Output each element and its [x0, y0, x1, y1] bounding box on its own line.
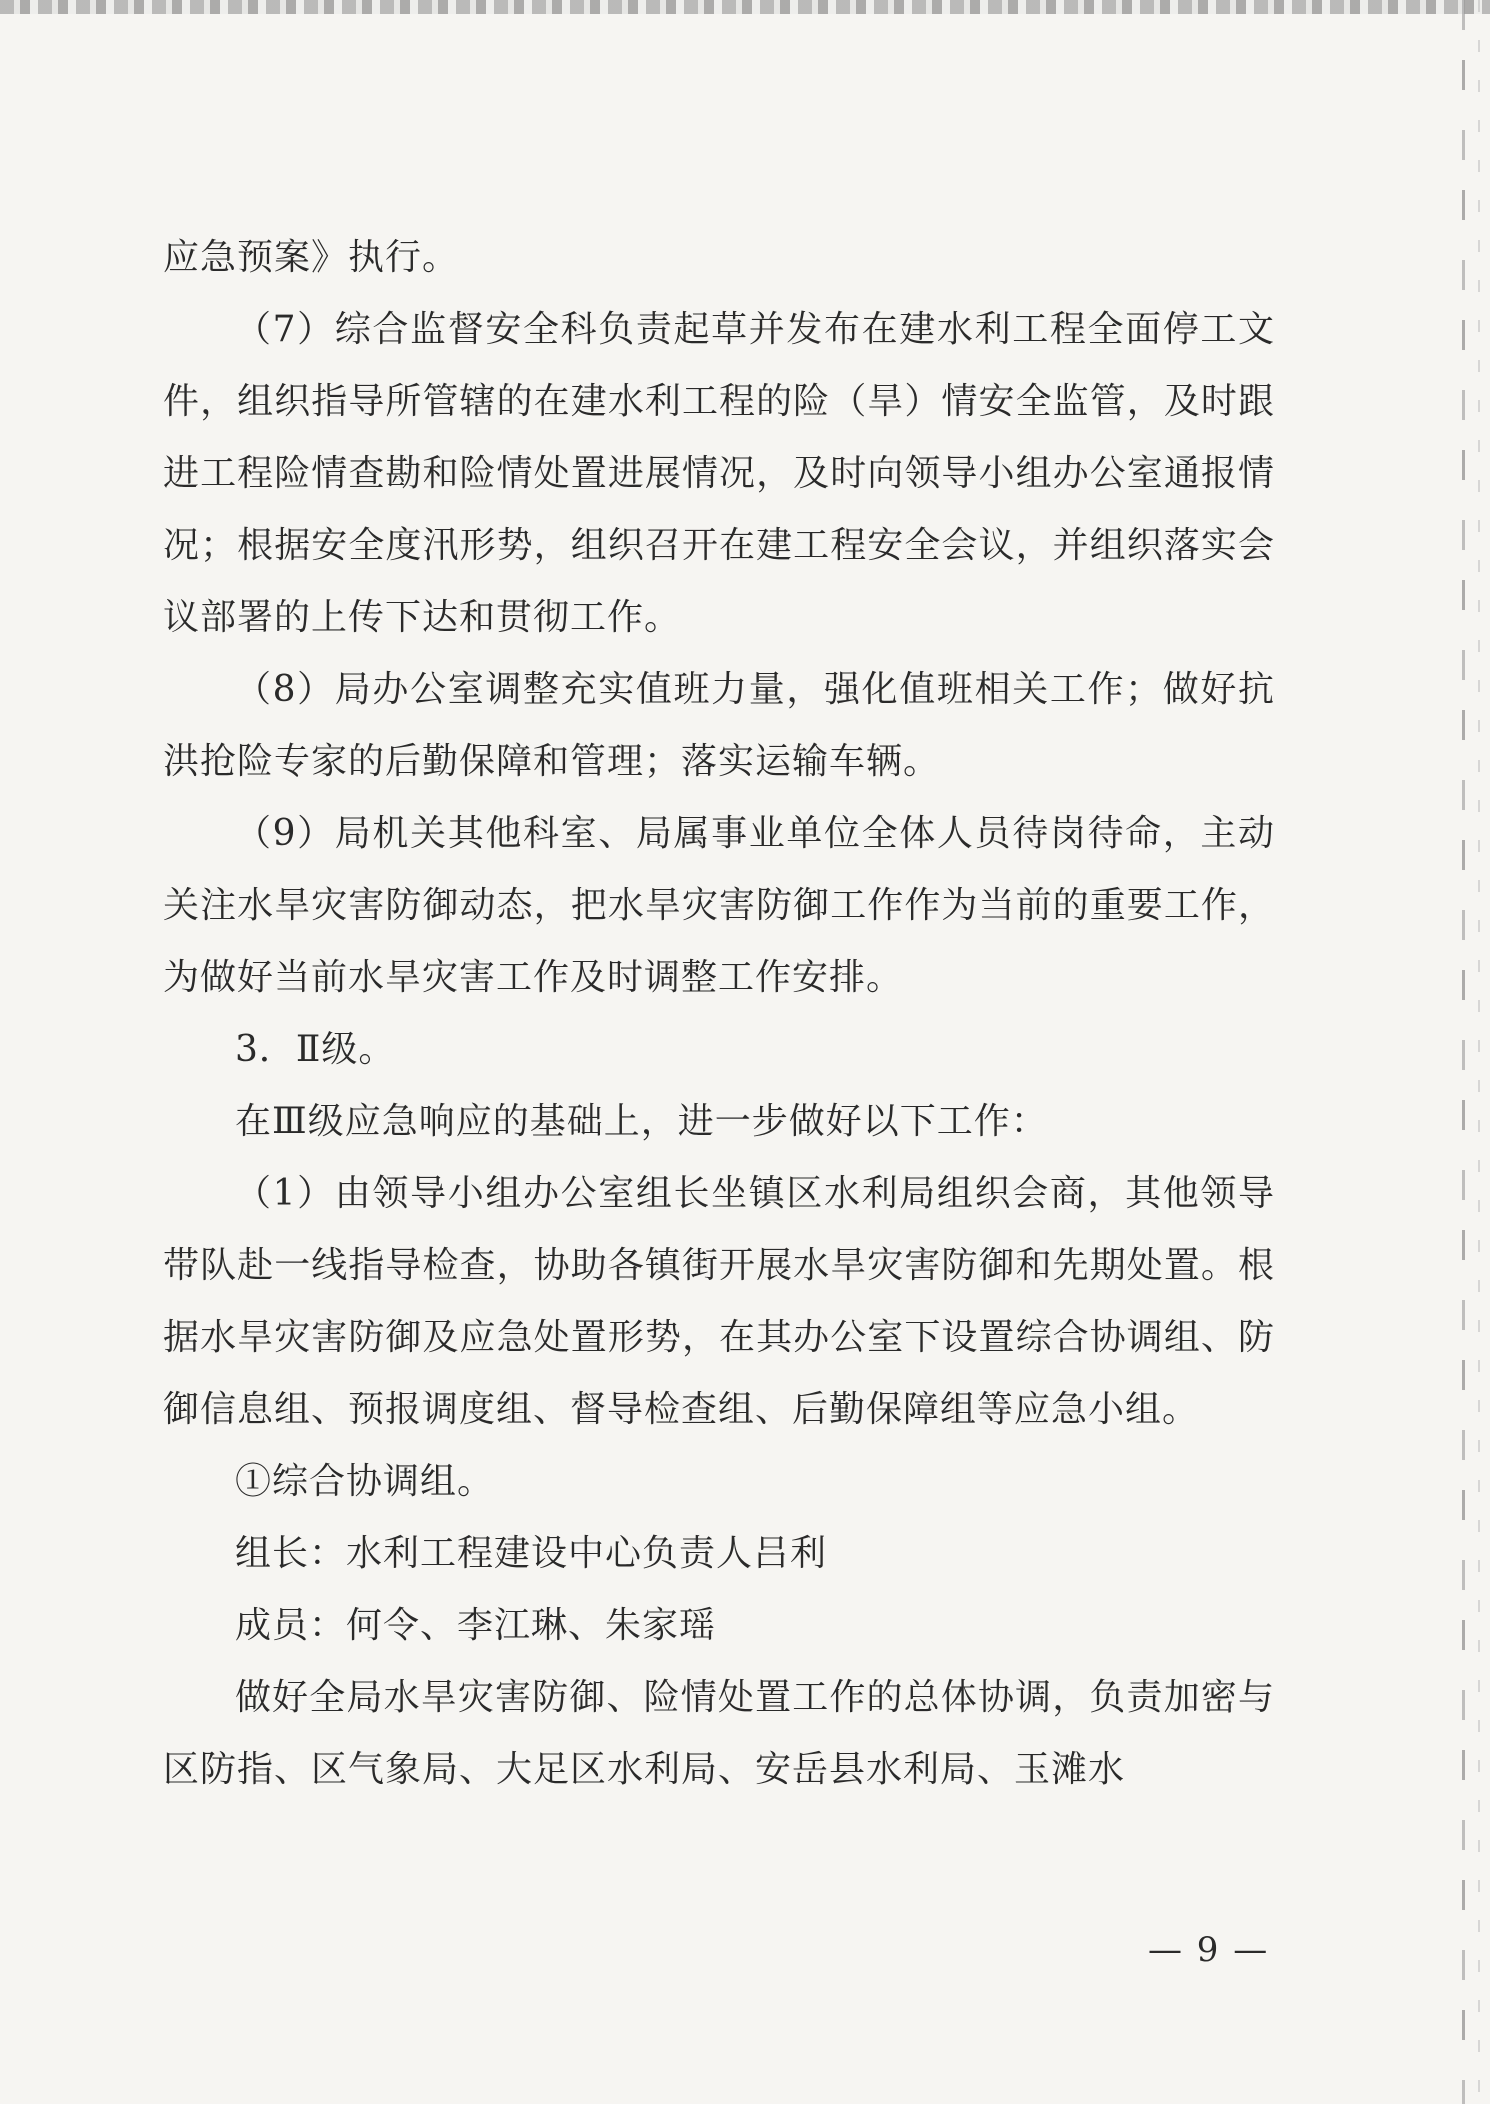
scan-edge-right [1462, 0, 1465, 2104]
scan-edge-right-secondary [1478, 0, 1480, 2104]
group-members: 成员：何令、李江琳、朱家瑶 [235, 1605, 717, 1646]
section-heading-level-2: 3．Ⅱ级。 [235, 1029, 396, 1070]
paragraph-2: （7）综合监督安全科负责起草并发布在建水利工程全面停工文件，组织指导所管辖的在建水利工程的险（旱）情安全监管，及时跟进工程险情查勘和险情处置进展情况，及时向领导小组办公室通报情况；根据安全度汛形势，组织召开在建工程安全会议，并组织落实会议部署的上传下达和贯彻工作。 [163, 309, 1275, 638]
subgroup-heading: ①综合协调组。 [235, 1461, 495, 1502]
paragraph-1: 应急预案》执行。 [163, 237, 460, 278]
group-leader: 组长：水利工程建设中心负责人吕利 [235, 1533, 828, 1574]
page-number: — 9 — [1148, 1930, 1270, 1970]
scan-edge-top [0, 0, 1490, 14]
paragraph-4: （9）局机关其他科室、局属事业单位全体人员待岗待命，主动关注水旱灾害防御动态，把水旱灾害防御工作作为当前的重要工作，为做好当前水旱灾害工作及时调整工作安排。 [163, 813, 1275, 998]
paragraph-11: 做好全局水旱灾害防御、险情处置工作的总体协调，负责加密与区防指、区气象局、大足区水利局、安岳县水利局、玉滩水 [163, 1677, 1275, 1790]
document-body [163, 222, 1275, 1806]
paragraph-6: 在Ⅲ级应急响应的基础上，进一步做好以下工作： [235, 1101, 1048, 1142]
paragraph-3: （8）局办公室调整充实值班力量，强化值班相关工作；做好抗洪抢险专家的后勤保障和管理；落实运输车辆。 [163, 669, 1275, 782]
paragraph-7: （1）由领导小组办公室组长坐镇区水利局组织会商，其他领导带队赴一线指导检查，协助各镇街开展水旱灾害防御和先期处置。根据水旱灾害防御及应急处置形势，在其办公室下设置综合协调组、防御信息组、预报调度组、督导检查组、后勤保障组等应急小组。 [163, 1173, 1275, 1430]
